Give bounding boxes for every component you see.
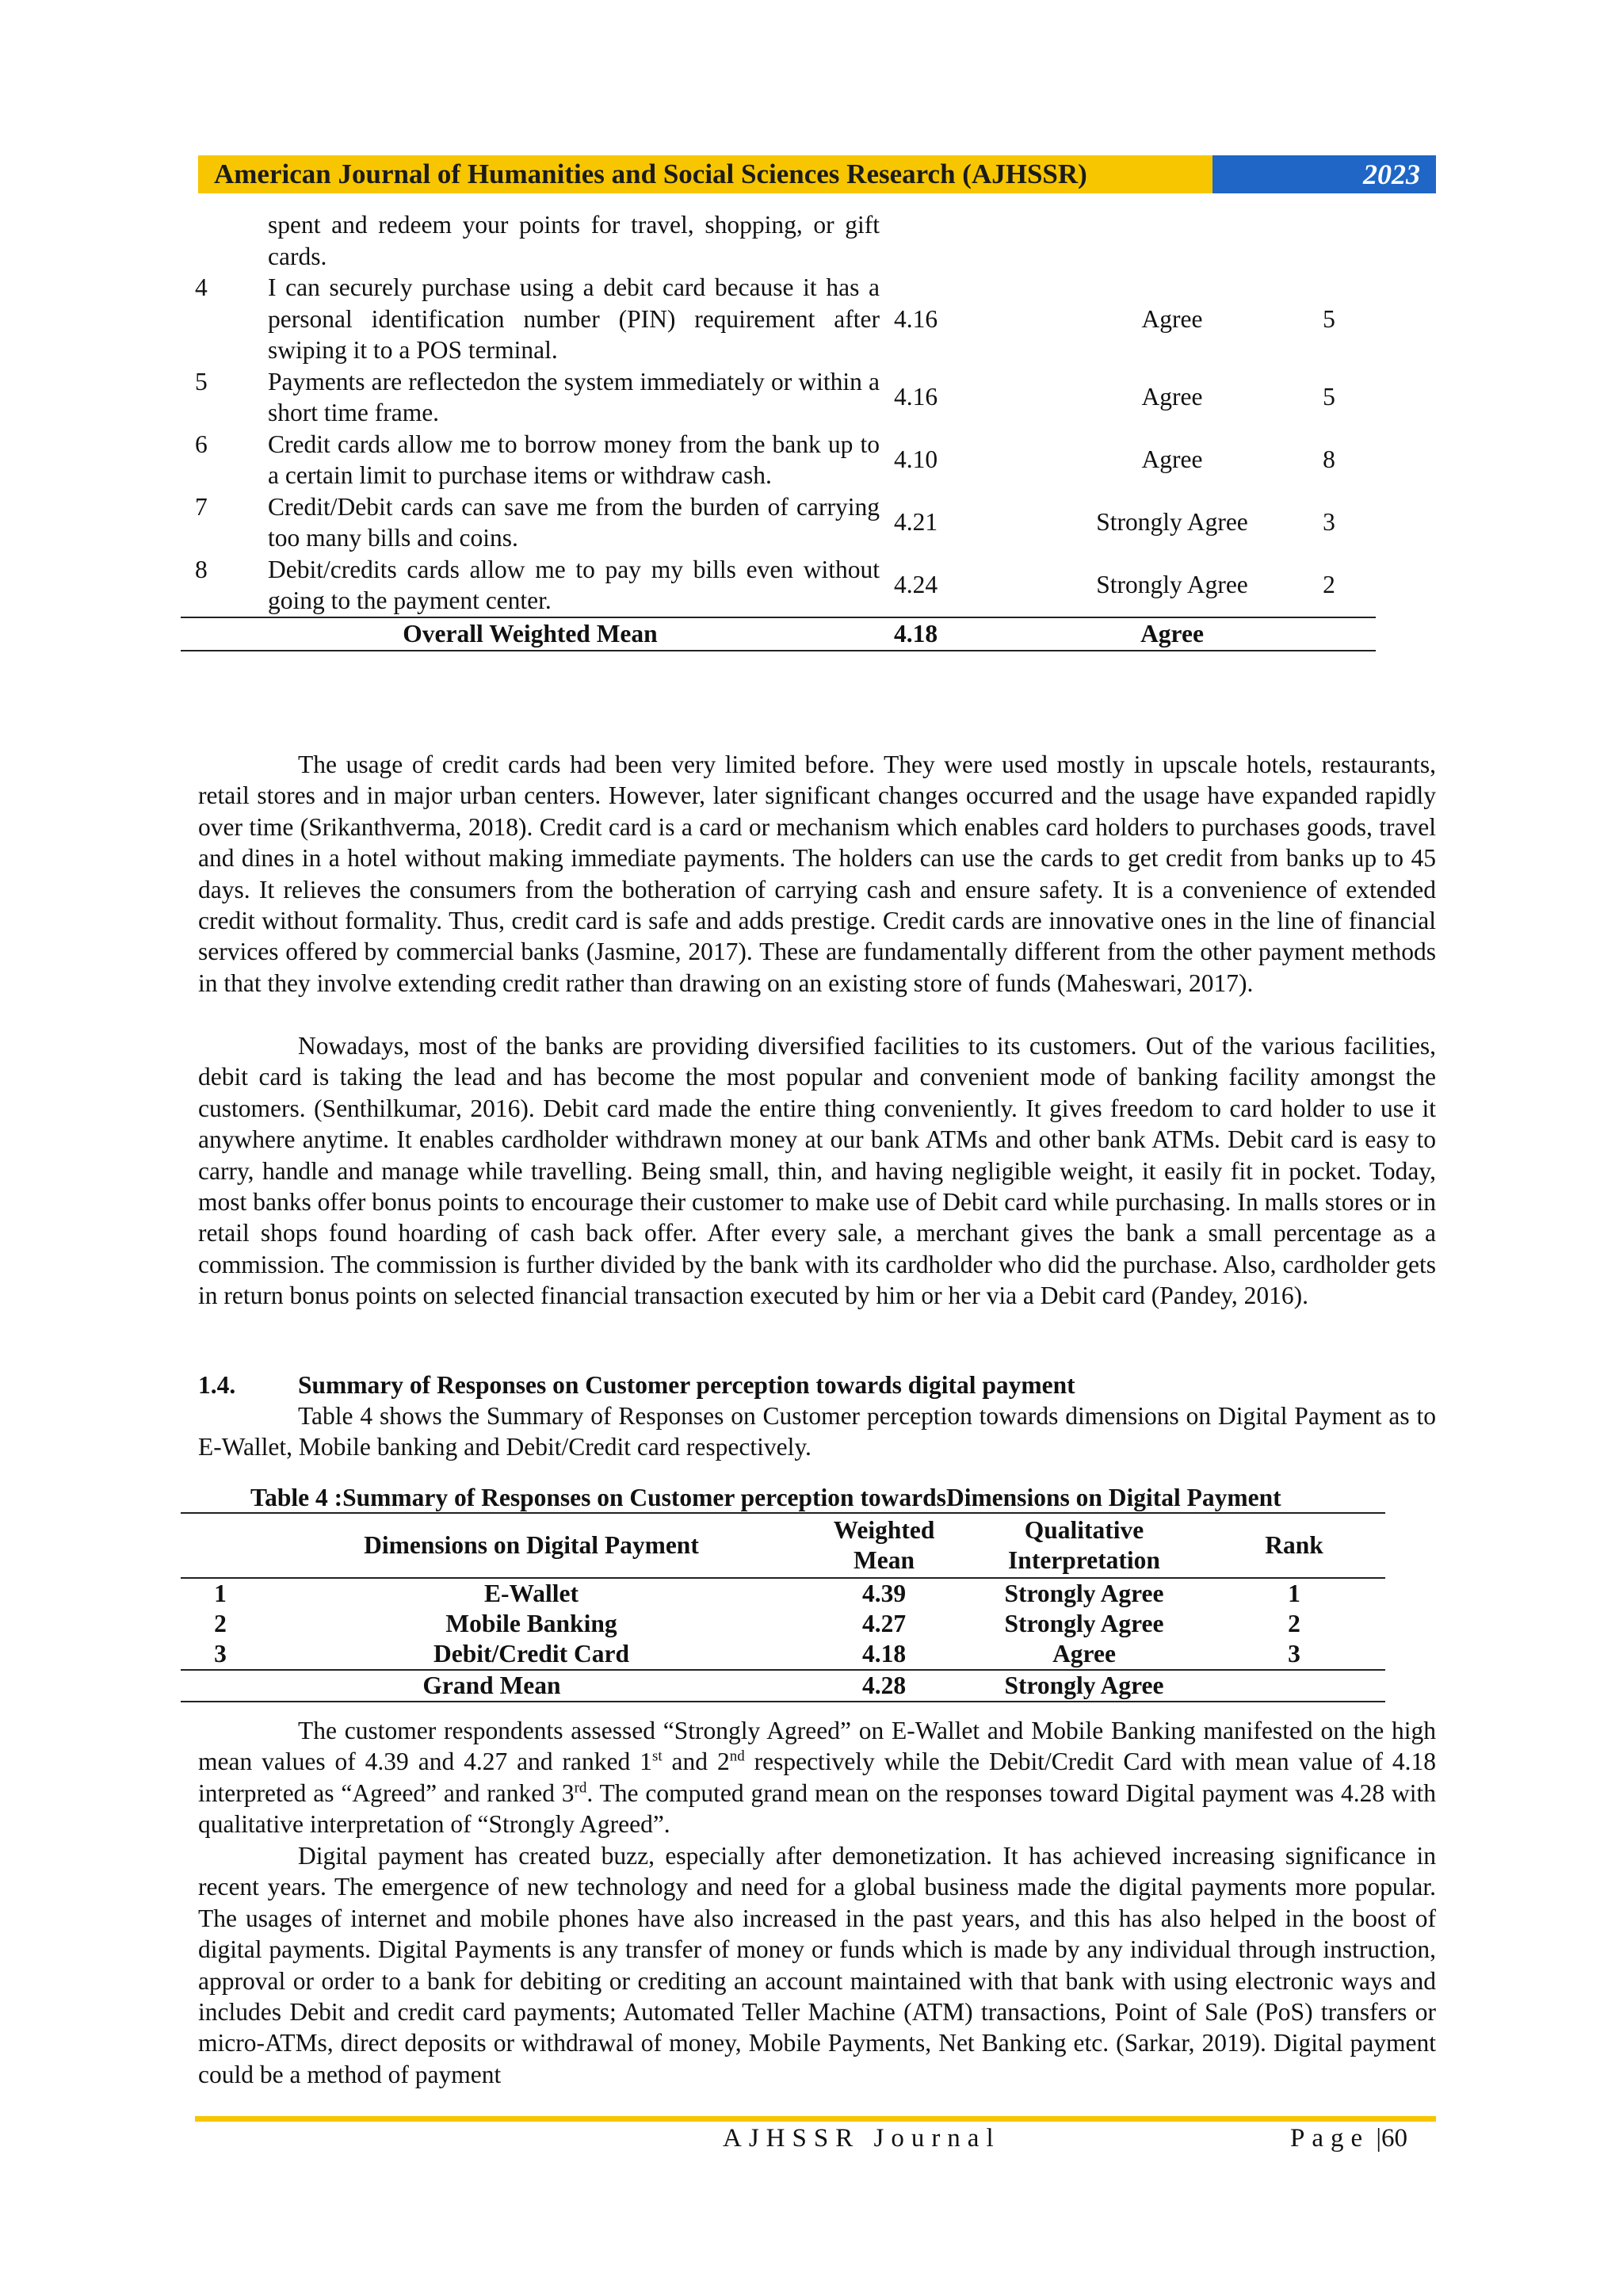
table-4 [181, 1512, 1385, 1702]
footer-page-number: Page |60 [1290, 2124, 1408, 2153]
item-number: 5 [195, 367, 208, 395]
body-paragraph: Nowadays, most of the banks are providing diversified facilities to its customers. Out of the various facilities, debit card is taking the lead and has become the most popular and convenient mode of banking facility amongst the customers. (Senthilkumar, 2016). Debit card made the entire thing conveniently. It gives freedom to card holder to use it anywhere anytime. It enables cardholder withdrawn money at our bank ATMs and other bank ATMs. Debit card is easy to carry, handle and manage while travelling. Being small, thin, and having negligible weight, it easily fit in pocket. Today, most banks offer bonus points to encourage their customer to make use of Debit card while purchasing. In malls stores or in retail shops found hoarding of cash back offer. After every sale, a merchant gives the bank a small percentage as a commission. The commission is further divided by the bank with its cardholder who did the purchase. Also, cardholder gets in return bonus points on selected financial transaction executed by him or her via a Debit card (Pandey, 2016). [198, 1032, 1436, 1310]
rank: 5 [1323, 304, 1335, 333]
table-row [181, 272, 1376, 366]
weighted-mean: 4.21 [894, 508, 938, 537]
table-row [181, 429, 1376, 491]
grand-mean-interpretation: Strongly Agree [1004, 1671, 1164, 1699]
table-row [181, 491, 1376, 554]
table-row [181, 554, 1376, 617]
table-4-caption: Table 4 :Summary of Responses on Customer perception towardsDimensions on Digital Payment [250, 1484, 1281, 1511]
statement-text: Debit/credits cards allow me to pay my bills even without going to the payment center. [268, 555, 880, 614]
journal-title: American Journal of Humanities and Social Sciences Research (AJHSSR) [198, 155, 1212, 193]
qualitative-interpretation: Agree [1141, 445, 1203, 474]
section-title: Summary of Responses on Customer perception towards digital payment [298, 1371, 1075, 1399]
body-paragraph: The usage of credit cards had been very limited before. They were used mostly in upscale hotels, restaurants, retail stores and in major urban centers. However, later significant changes occurred and the usage have expanded rapidly over time (Srikanthverma, 2018). Credit card is a card or mechanism which enables card holders to purchases goods, travel and dines in a hotel without making immediate payments. The holders can use the cards to get credit from banks up to 45 days. It relieves the consumers from the botheration of carrying cash and ensure safety. It is a convenience of extended credit without formality. Thus, credit card is safe and adds prestige. Credit cards are innovative ones in the line of financial services offered by commercial banks (Jasmine, 2017). These are fundamentally different from the other payment methods in that they involve extending credit rather than drawing on an existing store of funds (Maheswari, 2017). [198, 751, 1436, 997]
statement-text: Credit cards allow me to borrow money from the bank up to a certain limit to purchase items or withdraw cash. [268, 430, 880, 489]
qualitative-interpretation: Strongly Agree [1096, 508, 1248, 537]
qualitative-interpretation: Strongly Agree [1096, 571, 1248, 599]
rank: 2 [1323, 571, 1335, 599]
body-paragraph: Digital payment has created buzz, especially after demonetization. It has achieved increasing significance in recent years. The emergence of new technology and need for a global business made the digital payments more popular. The usages of internet and mobile phones have also increased in the past years, and this has also helped in the boost of digital payments. Digital Payments is any transfer of money or funds which is made by any individual through instruction, approval or order to a bank for debiting or crediting an account maintained with that bank with using electronic ways and includes Debit and credit card payments; Automated Teller Machine (ATM) transactions, Point of Sale (PoS) transfers or micro-ATMs, direct deposits or withdrawal of money, Mobile Payments, Net Banking etc. (Sarkar, 2019). Digital payment could be a method of payment [198, 1842, 1436, 2088]
column-header-dimension: Dimensions on Digital Payment [364, 1531, 699, 1559]
qualitative-interpretation: Agree [1141, 304, 1203, 333]
journal-header [198, 155, 1436, 193]
weighted-mean: 4.10 [894, 445, 938, 474]
item-number: 4 [195, 273, 208, 301]
rank: 5 [1323, 383, 1335, 411]
grand-mean-row [181, 1671, 1385, 1701]
body-paragraph: The customer respondents assessed “Strongly Agreed” on E-Wallet and Mobile Banking manifested on the high mean values of 4.39 and 4.27 and ranked 1st and 2nd respectively while the Debit/Credit Card with mean value of 4.18 interpreted as “Agreed” and ranked 3rd. The computed grand mean on the responses toward Digital payment was 4.28 with qualitative interpretation of “Strongly Agreed”. [198, 1717, 1437, 1839]
qualitative-interpretation: Agree [1141, 383, 1203, 411]
section-heading [198, 1370, 1075, 1400]
weighted-mean: 4.16 [894, 383, 938, 411]
grand-mean-value: 4.28 [861, 1671, 907, 1699]
table-row: 3 Debit/Credit Card 4.18 Agree 3 [181, 1639, 1385, 1671]
statement-text: Credit/Debit cards can save me from the burden of carrying too many bills and coins. [268, 492, 880, 552]
table-3-continued [181, 209, 1376, 651]
weighted-mean: 4.16 [894, 304, 938, 333]
table-row [181, 366, 1376, 429]
table-row [181, 209, 1376, 272]
rank: 8 [1323, 445, 1335, 474]
statement-text: I can securely purchase using a debit card because it has a personal identification number (PIN) requirement after swiping it to a POS terminal. [268, 273, 880, 364]
column-header-weighted-mean: Weighted Mean [833, 1516, 935, 1574]
section-number: 1.4. [198, 1371, 236, 1399]
column-header-rank: Rank [1265, 1531, 1323, 1559]
footer-rule [195, 2116, 1436, 2122]
item-number: 8 [195, 555, 208, 583]
table-footer-row [181, 617, 1376, 651]
item-number: 6 [195, 430, 208, 458]
statement-text: spent and redeem your points for travel, shopping, or gift cards. [268, 211, 880, 270]
table-row: 1 E-Wallet 4.39 Strongly Agree 1 [214, 1580, 1300, 1607]
journal-year: 2023 [1212, 155, 1436, 193]
overall-weighted-mean-value: 4.18 [894, 619, 938, 648]
footer-journal: AJHSSR Journal [723, 2124, 1001, 2153]
statement-text: Payments are reflectedon the system immediately or within a short time frame. [268, 367, 880, 426]
column-header-qualitative-interpretation: Qualitative Interpretation [1008, 1516, 1160, 1574]
overall-weighted-mean-label: Overall Weighted Mean [403, 619, 658, 648]
overall-qualitative-interpretation: Agree [1140, 619, 1204, 648]
table-header-row [181, 1514, 1385, 1579]
body-paragraph: Table 4 shows the Summary of Responses on Customer perception towards dimensions on Digital Payment as to E-Wallet, Mobile banking and Debit/Credit card respectively. [198, 1402, 1436, 1461]
rank: 3 [1323, 508, 1335, 537]
grand-mean-label: Grand Mean [422, 1671, 561, 1699]
weighted-mean: 4.24 [894, 571, 938, 599]
item-number: 7 [195, 492, 208, 521]
table-row: 2 Mobile Banking 4.27 Strongly Agree 2 [214, 1610, 1300, 1637]
